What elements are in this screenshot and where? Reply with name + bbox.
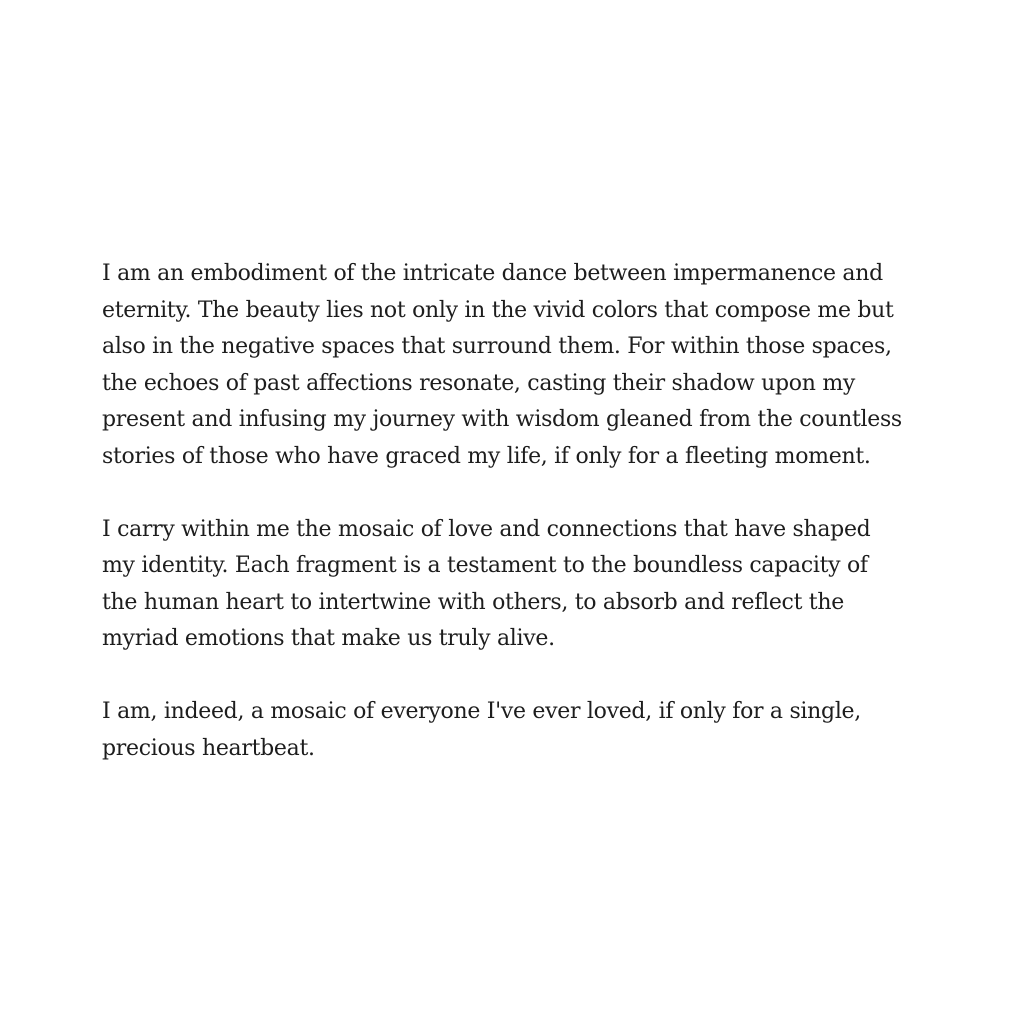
paragraph-3 [102, 694, 942, 767]
text-line: the human heart to intertwine with others, to absorb and reflect the [102, 589, 844, 615]
text-line: I carry within me the mosaic of love and connections that have shaped [102, 516, 871, 542]
text-block [102, 256, 942, 767]
text-line: eternity. The beauty lies not only in the vivid colors that compose me but [102, 297, 894, 323]
text-line: I am an embodiment of the intricate dance between impermanence and [102, 261, 883, 286]
text-line: my identity. Each fragment is a testament to the boundless capacity of [102, 553, 868, 578]
text-line: stories of those who have graced my life, if only for a fleeting moment. [102, 443, 871, 469]
text-line: precious heartbeat. [102, 735, 315, 761]
text-line: myriad emotions that make us truly alive. [102, 626, 555, 651]
paragraph-1 [102, 256, 942, 475]
paragraph-2 [102, 512, 942, 658]
text-line: I am, indeed, a mosaic of everyone I've ever loved, if only for a single, [102, 699, 861, 724]
text-line: present and infusing my journey with wisdom gleaned from the countless [102, 407, 902, 432]
text-line: also in the negative spaces that surround them. For within those spaces, [102, 334, 892, 359]
text-line: the echoes of past affections resonate, casting their shadow upon my [102, 370, 856, 396]
